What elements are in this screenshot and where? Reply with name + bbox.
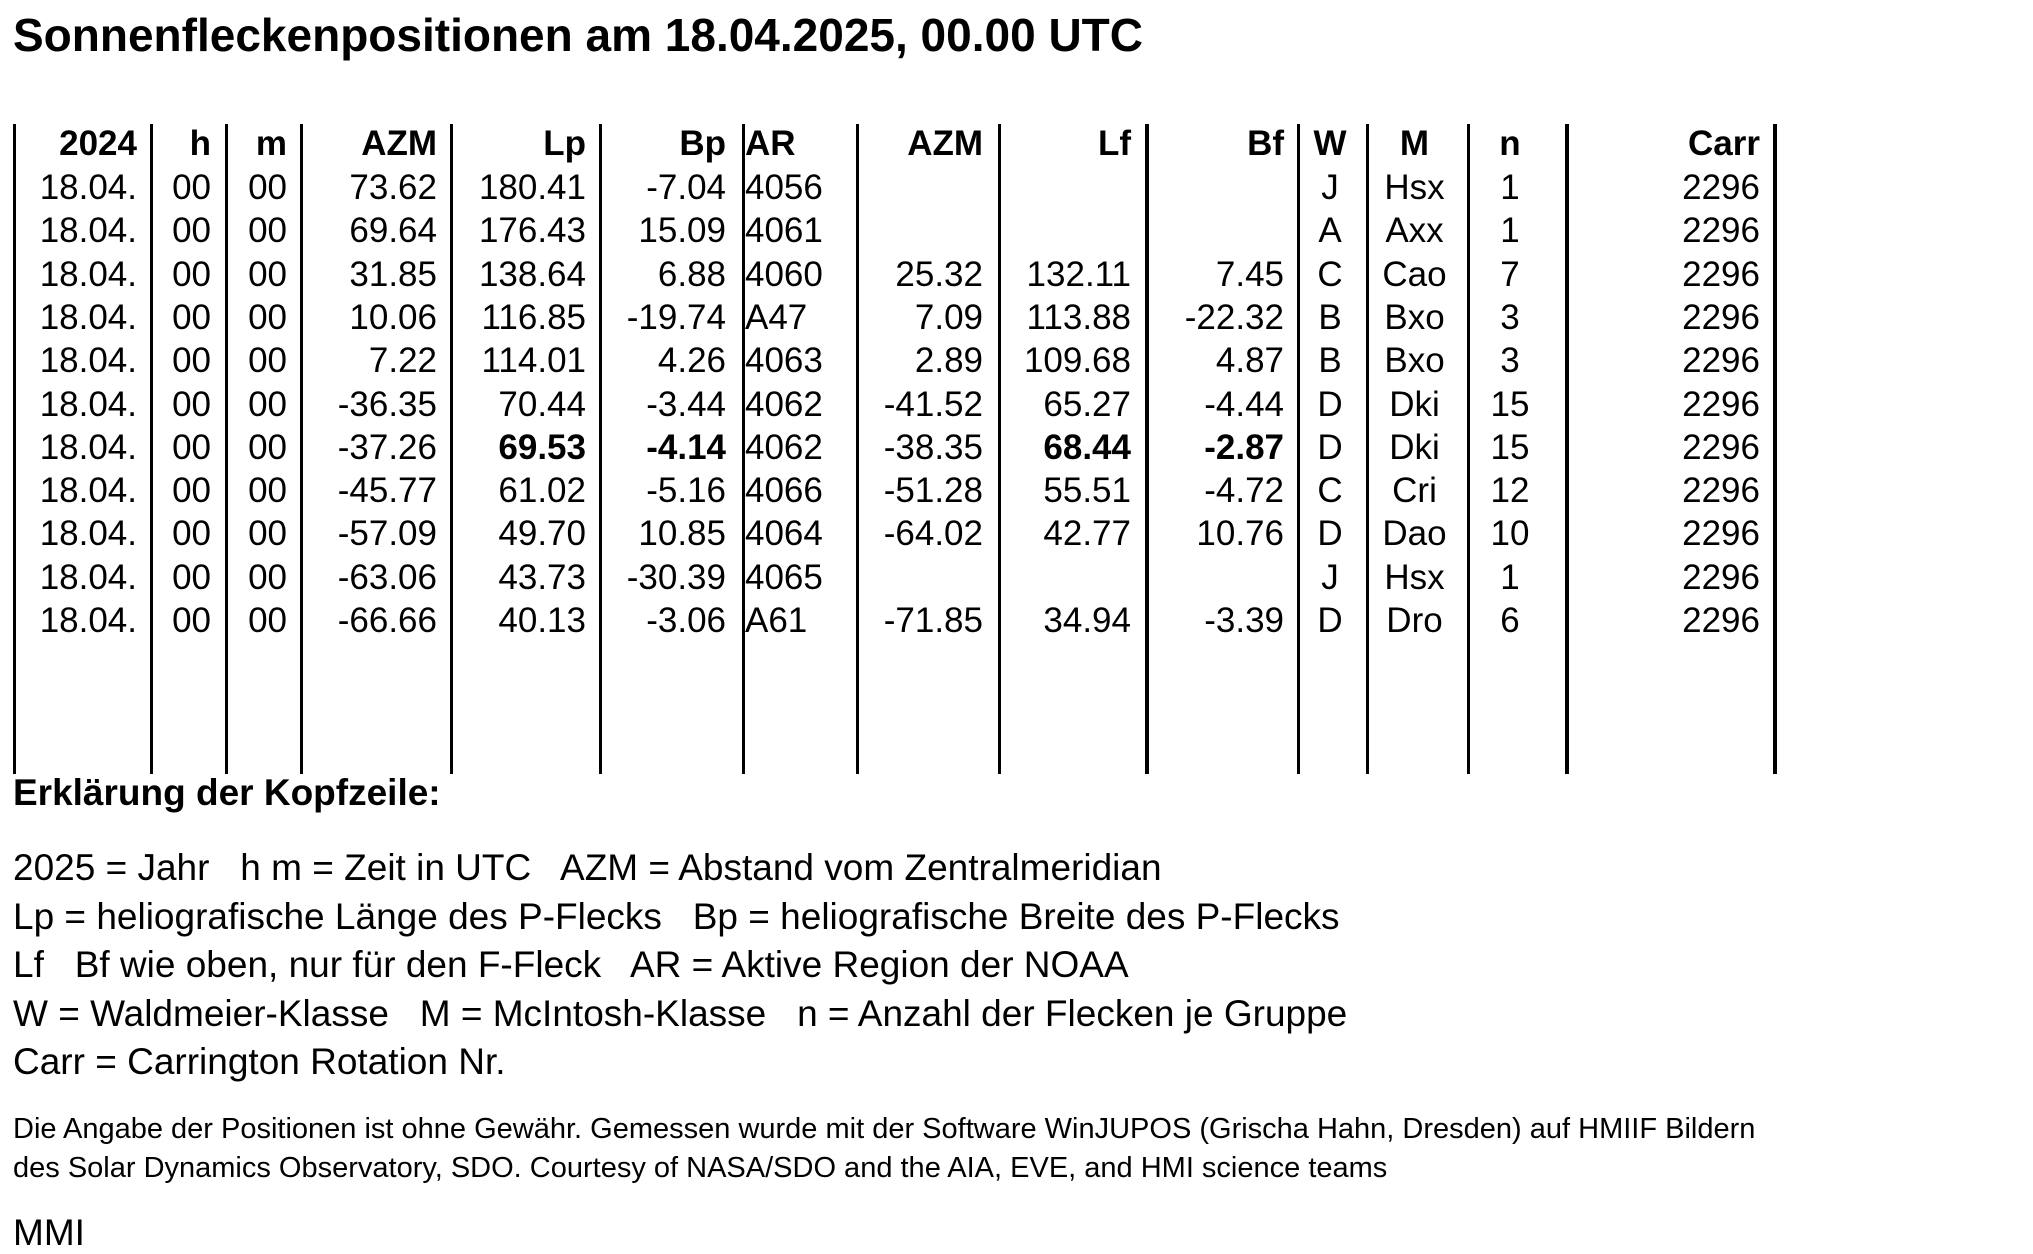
table-cell: 00 (172, 168, 211, 207)
table-cell: 18.04. (39, 471, 137, 511)
table-cell: Bxo (1384, 341, 1445, 381)
table-cell: 40.13 (498, 601, 586, 640)
table-cell: 00 (172, 211, 211, 251)
table-cell: -4.14 (646, 427, 726, 467)
table-cell: 2296 (1682, 471, 1760, 511)
legend-line: Lf Bf wie oben, nur für den F-Fleck AR = Aktive Region der NOAA (13, 944, 1129, 985)
table-cell: 114.01 (481, 341, 586, 381)
table-cell: 116.85 (481, 297, 586, 337)
table-cell: 18.04. (39, 514, 137, 554)
table-cell: -51.28 (883, 471, 983, 511)
table-cell: 73.62 (349, 168, 437, 207)
table-cell: -38.35 (883, 427, 983, 467)
table-cell: D (1317, 427, 1343, 467)
table-cell: 18.04. (39, 297, 137, 337)
column-header: Lp (543, 124, 586, 163)
table-cell (1150, 209, 1284, 252)
table-cell (1150, 556, 1284, 599)
table-cell: 18.04. (39, 384, 137, 424)
table-cell: 7.45 (1215, 254, 1284, 294)
table-cell: -2.87 (1204, 427, 1284, 467)
column-header: Bp (679, 124, 726, 163)
table-cell: 2296 (1682, 427, 1760, 467)
table-cell: Hsx (1384, 557, 1445, 597)
table-cell: 00 (172, 471, 211, 511)
table-cell: 00 (172, 557, 211, 597)
disclaimer-line: des Solar Dynamics Observatory, SDO. Courtesy of NASA/SDO and the AIA, EVE, and HMI science teams (13, 1152, 1388, 1184)
table-cell: 180.41 (478, 168, 586, 207)
table-cell: J (1321, 168, 1339, 207)
table-cell: Axx (1385, 211, 1444, 251)
table-cell: 00 (172, 341, 211, 381)
table-cell: Dki (1389, 427, 1440, 467)
table-cell: C (1317, 471, 1343, 511)
legend-heading: Erklärung der Kopfzeile: (13, 772, 441, 813)
table-cell: -66.66 (337, 601, 437, 640)
table-cell: 3 (1500, 297, 1520, 337)
column-header: AZM (907, 124, 983, 163)
table-cell (859, 166, 983, 209)
table-cell: 42.77 (1043, 514, 1131, 554)
table-cell: A61 (745, 601, 808, 640)
table-cell (1001, 556, 1131, 599)
disclaimer-line: Die Angabe der Positionen ist ohne Gewähr. Gemessen wurde mit der Software WinJUPOS (Grischa Hahn, Dresden) auf HMIIF Bildern (13, 1113, 1756, 1145)
table-cell: -22.32 (1184, 297, 1284, 337)
table-cell: 00 (248, 341, 287, 381)
table-cell: -4.44 (1204, 384, 1284, 424)
table-cell: -3.44 (646, 384, 726, 424)
table-cell: Hsx (1384, 168, 1445, 207)
column-header: AZM (361, 124, 437, 163)
page-title: Sonnenfleckenpositionen am 18.04.2025, 00.00 UTC (13, 9, 1143, 61)
table-cell (859, 556, 983, 599)
table-cell: C (1317, 254, 1343, 294)
table-cell: D (1317, 384, 1343, 424)
table-cell (1001, 166, 1131, 209)
table-cell: 10.06 (349, 297, 437, 337)
legend-line: W = Waldmeier-Klasse M = McIntosh-Klasse n = Anzahl der Flecken je Gruppe (13, 992, 1348, 1034)
table-cell: J (1321, 557, 1339, 597)
table-cell: 00 (172, 297, 211, 337)
table-cell: -7.04 (646, 168, 726, 207)
table-cell: -30.39 (626, 557, 726, 597)
table-cell: 132.11 (1026, 254, 1131, 294)
table-cell: 00 (248, 427, 287, 467)
table-cell: 2296 (1682, 601, 1760, 640)
table-cell: Dro (1386, 601, 1443, 640)
column-header: h (189, 124, 211, 163)
table-cell: 2296 (1682, 297, 1760, 337)
disclaimer (13, 1110, 1755, 1188)
table-cell (859, 209, 983, 252)
table-cell: -63.06 (337, 557, 437, 597)
table-cell: 109.68 (1023, 341, 1131, 381)
table-cell: 4062 (745, 384, 823, 424)
column-header: M (1399, 124, 1430, 163)
table-cell: 2296 (1682, 168, 1760, 207)
table-cell: 00 (248, 384, 287, 424)
table-cell: 15.09 (638, 211, 726, 251)
table-cell: 65.27 (1043, 384, 1131, 424)
column-header: W (1313, 124, 1347, 163)
table-cell: Cao (1382, 254, 1447, 294)
table-cell: 10.85 (638, 514, 726, 554)
table-cell: 15 (1490, 427, 1530, 467)
table-cell: 12 (1490, 471, 1530, 511)
table-cell: 68.44 (1043, 427, 1131, 467)
table-cell: 18.04. (39, 601, 137, 640)
table-cell: 2296 (1682, 341, 1760, 381)
table-cell: 2296 (1682, 254, 1760, 294)
table-cell: 4063 (745, 341, 823, 381)
table-cell: 61.02 (498, 471, 586, 511)
table-cell: Dki (1389, 384, 1440, 424)
table-cell: 00 (248, 211, 287, 251)
table-cell: 4.26 (657, 341, 726, 381)
legend-line: 2025 = Jahr h m = Zeit in UTC AZM = Abstand vom Zentralmeridian (13, 847, 1162, 888)
table-cell: 18.04. (39, 168, 137, 207)
table-cell: 15 (1490, 384, 1530, 424)
table-cell: -57.09 (337, 514, 437, 554)
table-cell: 176.43 (478, 211, 586, 251)
table-cell: -71.85 (883, 601, 983, 640)
table-cell: D (1317, 514, 1343, 554)
table-cell: -5.16 (646, 471, 726, 511)
table-cell: 55.51 (1043, 471, 1131, 511)
column-header: n (1499, 124, 1521, 163)
column-divider (1145, 124, 1149, 774)
table-cell: 70.44 (498, 384, 586, 424)
table-cell: 1 (1500, 168, 1520, 207)
table-cell: 7 (1500, 254, 1520, 294)
table-cell: 4066 (745, 471, 823, 511)
table-cell: 138.64 (478, 254, 586, 294)
table-cell: 00 (248, 297, 287, 337)
column-header: Carr (1688, 124, 1760, 163)
column-divider (1773, 124, 1777, 774)
table-cell: -64.02 (883, 514, 983, 554)
table-cell: -3.39 (1204, 601, 1284, 640)
table-cell: 00 (172, 601, 211, 640)
table-cell: 31.85 (349, 254, 437, 294)
table-cell: 25.32 (895, 254, 983, 294)
table-cell: -3.06 (646, 601, 726, 640)
table-cell: 00 (248, 471, 287, 511)
table-cell (1150, 166, 1284, 209)
table-cell: 113.88 (1026, 297, 1131, 337)
column-header: Bf (1247, 124, 1284, 163)
table-cell: 00 (172, 514, 211, 554)
table-cell: 69.64 (349, 211, 437, 251)
table-cell: 00 (248, 557, 287, 597)
table-cell: 43.73 (498, 557, 586, 597)
table-cell: 2296 (1682, 384, 1760, 424)
table-cell: 4061 (745, 211, 823, 251)
legend-lines (13, 844, 1347, 1087)
table-cell: 00 (172, 254, 211, 294)
table-cell: B (1318, 297, 1342, 337)
table-cell: B (1318, 341, 1342, 381)
table-cell: 00 (172, 384, 211, 424)
table-cell: 18.04. (39, 341, 137, 381)
table-cell: -45.77 (337, 471, 437, 511)
table-cell: 00 (248, 254, 287, 294)
column-header: m (255, 124, 287, 163)
table-cell: 00 (248, 601, 287, 640)
table-cell: 10.76 (1196, 514, 1284, 554)
table-cell: 6.88 (657, 254, 726, 294)
table-cell: -37.26 (337, 427, 437, 467)
table-cell: 2296 (1682, 211, 1760, 251)
table-cell: 2296 (1682, 557, 1760, 597)
table-cell: Dao (1382, 514, 1447, 554)
legend-line: Carr = Carrington Rotation Nr. (13, 1041, 506, 1082)
column-header: 2024 (59, 124, 137, 163)
table-cell (1001, 209, 1131, 252)
table-cell: 4065 (745, 557, 823, 597)
table-cell: 4056 (745, 168, 823, 207)
table-cell: 4060 (745, 254, 823, 294)
table-cell: 4064 (745, 514, 823, 554)
table-cell: Bxo (1384, 297, 1445, 337)
legend-line: Lp = heliografische Länge des P-Flecks Bp = heliografische Breite des P-Flecks (13, 895, 1340, 937)
table-cell: 69.53 (498, 427, 586, 467)
table-cell: D (1317, 601, 1343, 640)
table-cell: 2296 (1682, 514, 1760, 554)
table-cell: 00 (172, 427, 211, 467)
table-cell: -36.35 (337, 384, 437, 424)
column-divider (1565, 124, 1569, 774)
table-cell: A47 (745, 297, 808, 337)
table-cell: 18.04. (39, 557, 137, 597)
table-cell: 7.09 (914, 297, 983, 337)
column-header: Lf (1097, 124, 1131, 163)
table-cell: 49.70 (498, 514, 586, 554)
table-cell: 1 (1500, 557, 1520, 597)
table-cell: 3 (1500, 341, 1520, 381)
author-signature: MMI (13, 1212, 85, 1253)
table-cell: 00 (248, 168, 287, 207)
table-cell: A (1318, 211, 1342, 251)
table-cell: 6 (1500, 601, 1520, 640)
table-cell: 18.04. (39, 427, 137, 467)
table-cell: -4.72 (1204, 471, 1284, 511)
table-cell: 4.87 (1215, 341, 1284, 381)
table-cell: 18.04. (39, 254, 137, 294)
table-cell: 7.22 (368, 341, 437, 381)
table-cell: 34.94 (1043, 601, 1131, 640)
table-cell: 1 (1500, 211, 1520, 251)
table-cell: -41.52 (883, 384, 983, 424)
table-cell: 4062 (745, 427, 823, 467)
table-cell: 00 (248, 514, 287, 554)
table-cell: 18.04. (39, 211, 137, 251)
column-header: AR (745, 124, 796, 163)
table-cell: 10 (1490, 514, 1530, 554)
table-cell: -19.74 (626, 297, 726, 337)
table-cell: Cri (1392, 471, 1437, 511)
table-cell: 2.89 (914, 341, 983, 381)
